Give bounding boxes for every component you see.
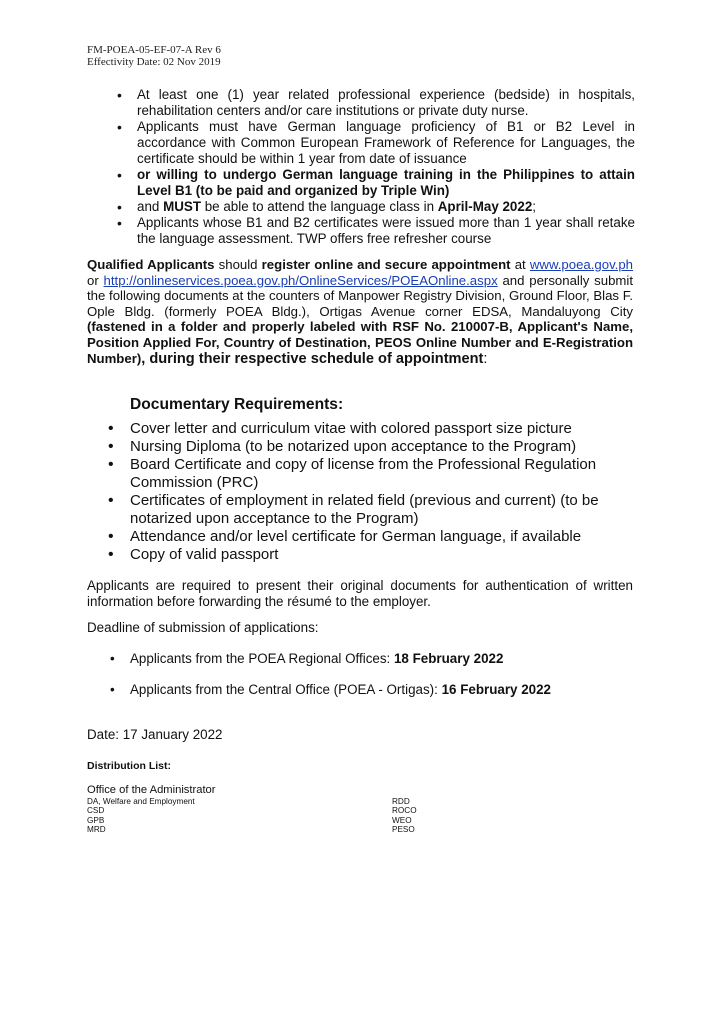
list-item (115, 119, 635, 167)
register-online: register online and secure appointment (261, 257, 511, 272)
distribution-item: DA, Welfare and Employment (87, 797, 195, 806)
authentication-note: Applicants are required to present their original documents for authentication of written information before forwarding the résumé to the employer. (87, 578, 633, 609)
office-administrator: Office of the Administrator (87, 784, 216, 796)
list-item: • Board Certificate and copy of license from the Professional Regulation Commission (PRC) (108, 456, 608, 492)
distribution-right (392, 797, 417, 835)
list-item (115, 167, 635, 199)
text-or: or (87, 272, 104, 288)
documentary-title: Documentary Requirements: (130, 396, 344, 413)
effectivity-date: Effectivity Date: 02 Nov 2019 (87, 56, 221, 68)
distribution-item: CSD (87, 806, 105, 816)
requirements-list (115, 87, 635, 247)
distribution-title: Distribution List: (87, 760, 171, 772)
requirement-class-date: April-May 2022 (437, 199, 533, 214)
distribution-item: ROCO (392, 806, 417, 816)
distribution-item: RDD (392, 797, 410, 806)
text-should: should (214, 257, 262, 272)
list-item: • Cover letter and curriculum vitae with colored passport size picture (108, 420, 608, 438)
document-date: Date: 17 January 2022 (87, 727, 223, 742)
central-date: 16 February 2022 (441, 682, 552, 697)
requirement-class-pre: and (137, 199, 164, 214)
list-item (115, 87, 635, 119)
distribution-item: MRD (87, 825, 106, 835)
online-services-link[interactable]: http://onlineservices.poea.gov.ph/OnlineServices/POEAOnline.aspx (103, 272, 498, 288)
form-header (87, 44, 221, 68)
distribution-item: PESO (392, 825, 415, 835)
deadline-label: Deadline of submission of applications: (87, 620, 319, 635)
requirement-training: or willing to undergo German language training in the Philippines to attain Level B1 (to be paid and organized by Triple Win) (137, 167, 635, 198)
poea-link[interactable]: www.poea.gov.ph (529, 257, 634, 272)
distribution-item: WEO (392, 815, 412, 825)
qualified-lead: Qualified Applicants (87, 257, 215, 272)
list-item: • Attendance and/or level certificate for German language, if available (108, 528, 608, 546)
requirement-retake: Applicants whose B1 and B2 certificates were issued more than 1 year shall retake the language assessment. TWP offers free refresher course (137, 215, 635, 246)
list-item (115, 215, 635, 247)
deadline-list-regional (110, 651, 503, 666)
deadline-list-central (110, 682, 551, 697)
text-at: at (510, 257, 530, 272)
list-item: • Nursing Diploma (to be notarized upon acceptance to the Program) (108, 438, 608, 456)
distribution-left (87, 797, 195, 835)
list-item (115, 199, 635, 215)
form-code: FM-POEA-05-EF-07-A Rev 6 (87, 44, 221, 56)
requirement-class-must: MUST (163, 199, 201, 214)
submission-instructions: and personally submit the following documents at the counters of Manpower Registry Division, Ground Floor, Blas F. Ople Bldg. (formerly POEA Bldg.), Ortigas Avenue corner EDSA, Mandaluyong City (87, 272, 634, 319)
schedule-text: , during their respective schedule of appointment (141, 350, 484, 367)
distribution-item: GPB (87, 815, 105, 825)
text-colon: : (483, 350, 488, 367)
requirement-class-post: ; (532, 199, 537, 214)
requirement-class-mid: be able to attend the language class in (201, 199, 438, 214)
requirement-experience: At least one (1) year related professional experience (bedside) in hospitals, rehabilitation centers and/or care institutions or private duty nurse. (137, 87, 635, 118)
list-item (110, 682, 551, 697)
regional-text: Applicants from the POEA Regional Offices: (130, 651, 394, 666)
qualified-paragraph (87, 257, 633, 367)
central-text: Applicants from the Central Office (POEA - Ortigas): (130, 682, 442, 697)
folder-instructions: (fastened in a folder and properly labeled with RSF No. 210007-B, Applicant's Name, Position Applied For, Country of Destination, PEOS Online Number and E-Registration Number) (87, 319, 633, 366)
requirement-german: Applicants must have German language proficiency of B1 or B2 Level in accordance with Common European Framework of Reference for Languages, the certificate should be within 1 year from date of issuance (137, 119, 635, 166)
documentary-list (108, 420, 608, 564)
list-item (110, 651, 503, 666)
list-item: • Certificates of employment in related field (previous and current) (to be notarized upon acceptance to the Program) (108, 492, 608, 528)
regional-date: 18 February 2022 (393, 651, 504, 666)
list-item: • Copy of valid passport (108, 546, 608, 564)
